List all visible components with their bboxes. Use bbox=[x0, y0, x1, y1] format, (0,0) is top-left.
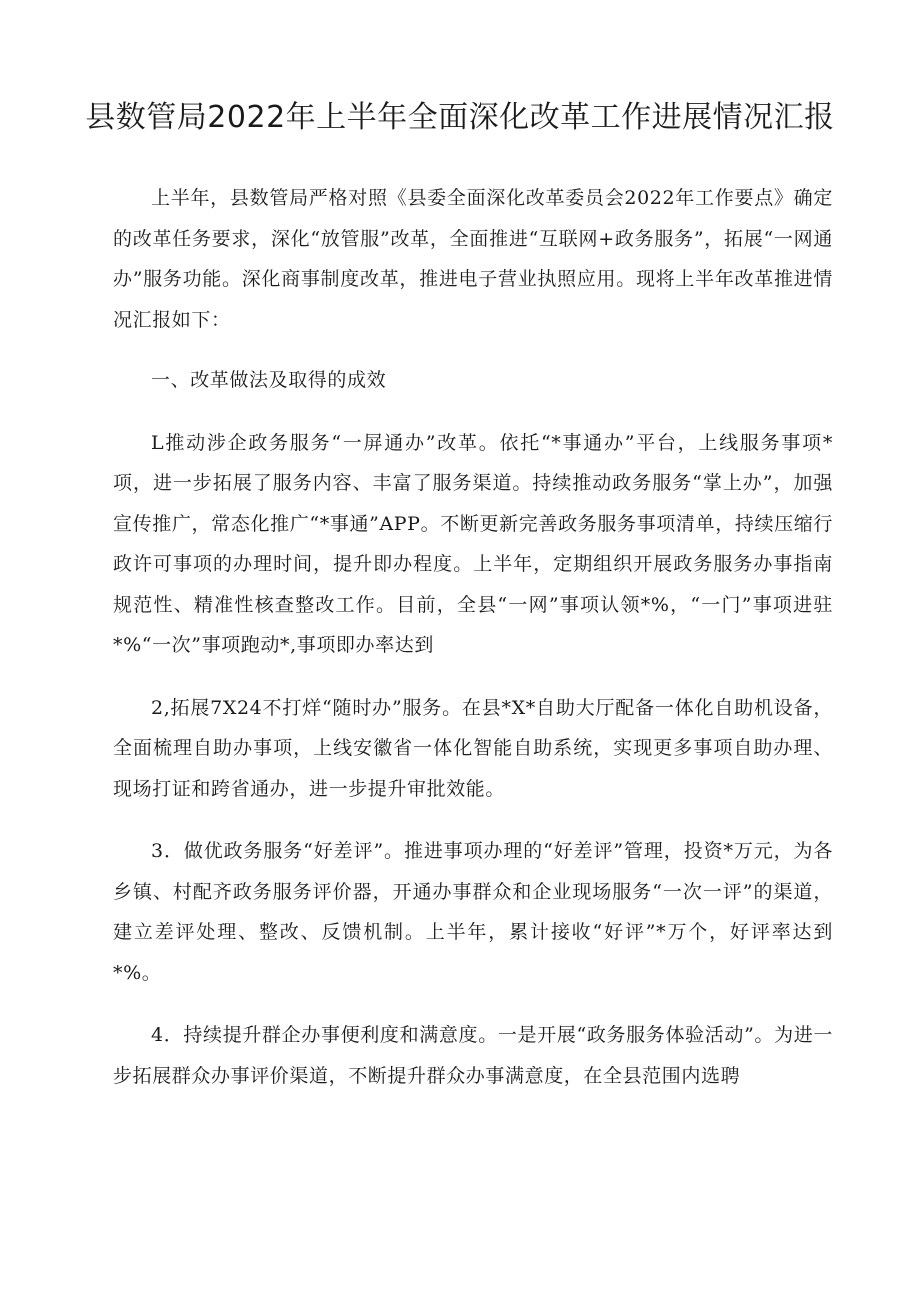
intro-paragraph: 上半年，县数管局严格对照《县委全面深化改革委员会2022年工作要点》确定的改革任务要求，深化“放管服”改革，全面推进“互联网+政务服务”，拓展“一网通办”服务功能。深化商事制度改革，推进电子营业执照应用。现将上半年改革推进情况汇报如下： bbox=[113, 187, 833, 331]
item-paragraph-4: 4．持续提升群企办事便利度和满意度。一是开展“政务服务体验活动”。为进一步拓展群众办事评价渠道，不断提升群众办事满意度，在全县范围内选聘 bbox=[113, 1024, 833, 1087]
section-heading: 一、改革做法及取得的成效 bbox=[151, 369, 387, 391]
item-paragraph-2: 2,拓展7X24不打烊“随时办”服务。在县*X*自助大厅配备一体化自助机设备，全面梳理自助办事项，上线安徽省一体化智能自助系统，实现更多事项自助办理、现场打证和跨省通办，进一步提升审批效能。 bbox=[113, 696, 833, 800]
document-title: 县数管局2022年上半年全面深化改革工作进展情况汇报 bbox=[85, 100, 835, 135]
document-body bbox=[113, 178, 833, 1096]
item-paragraph-3: 3．做优政务服务“好差评”。推进事项办理的“好差评”管理，投资*万元，为各乡镇、村配齐政务服务评价器，开通办事群众和企业现场服务“一次一评”的渠道，建立差评处理、整改、反馈机制。上半年，累计接收“好评”*万个，好评率达到*%。 bbox=[113, 840, 833, 984]
item-paragraph-1: L推动涉企政务服务“一屏通办”改革。依托“*事通办”平台，上线服务事项*项，进一步拓展了服务内容、丰富了服务渠道。持续推动政务服务“掌上办”，加强宣传推广，常态化推广“*事通”APP。不断更新完善政务服务事项清单，持续压缩行政许可事项的办理时间，提升即办程度。上半年，定期组织开展政务服务办事指南规范性、精准性核查整改工作。目前，全县“一网”事项认领*%，“一门”事项进驻*%“一次”事项跑动*,事项即办率达到 bbox=[113, 431, 833, 656]
